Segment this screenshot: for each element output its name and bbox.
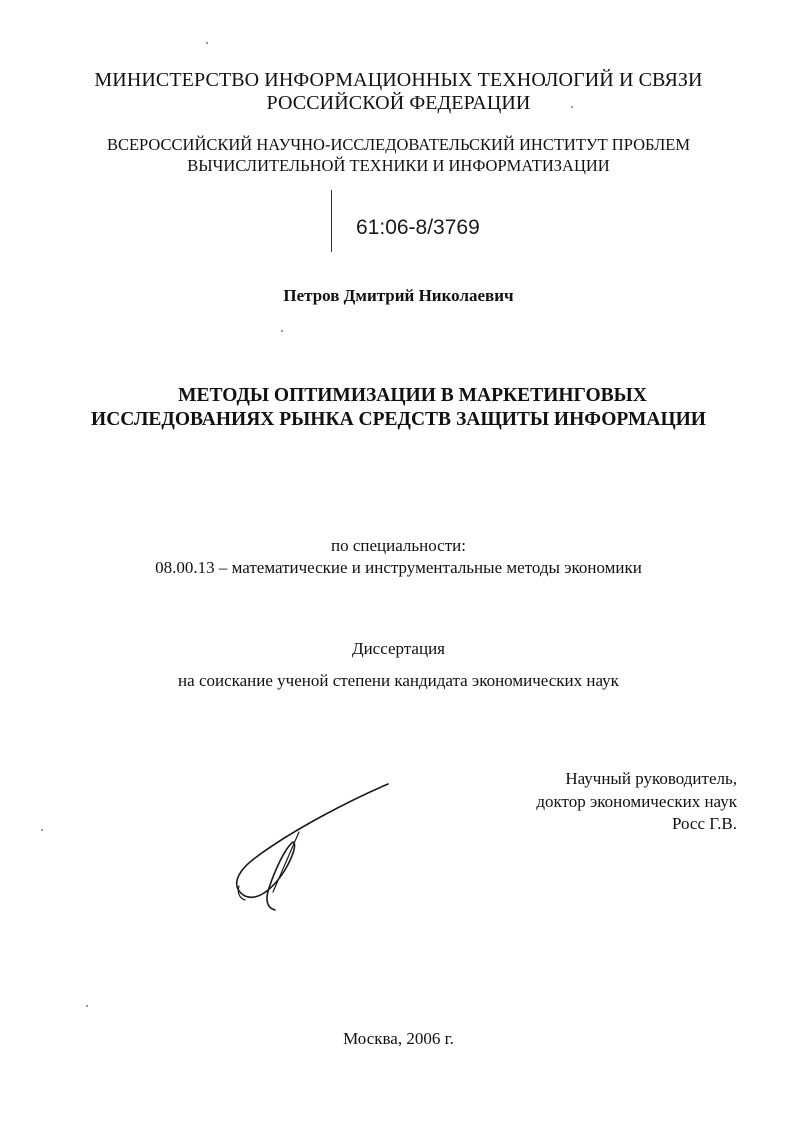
place-and-year: Москва, 2006 г. — [343, 1029, 454, 1048]
institute-name-line1: ВСЕРОССИЙСКИЙ НАУЧНО-ИССЛЕДОВАТЕЛЬСКИЙ ИНСТИТУТ ПРОБЛЕМ — [106, 135, 691, 154]
dissertation-title-line2: ИССЛЕДОВАНИЯХ РЫНКА СРЕДСТВ ЗАЩИТЫ ИНФОРМАЦИИ — [91, 409, 706, 430]
supervisor-role: Научный руководитель, — [565, 769, 737, 788]
scan-speck — [206, 42, 208, 44]
signature-image — [225, 778, 400, 918]
signature-stroke-accent — [273, 832, 299, 892]
institute-name-line2: ВЫЧИСЛИТЕЛЬНОЙ ТЕХНИКИ И ИНФОРМАТИЗАЦИИ — [187, 156, 610, 175]
stamp-divider — [331, 190, 332, 252]
library-code: 61:06-8/3769 — [356, 216, 480, 239]
author-name: Петров Дмитрий Николаевич — [283, 286, 514, 305]
document-type: Диссертация — [351, 639, 445, 658]
scan-speck — [571, 106, 573, 108]
scan-speck — [41, 829, 43, 831]
signature-stroke-main — [237, 784, 388, 910]
specialty-value: 08.00.13 – математические и инструментальные методы экономики — [155, 558, 642, 577]
ministry-name-line2: РОССИЙСКОЙ ФЕДЕРАЦИИ — [266, 92, 531, 114]
specialty-label: по специальности: — [331, 536, 466, 555]
scan-speck — [86, 1005, 88, 1007]
dissertation-title-line1: МЕТОДЫ ОПТИМИЗАЦИИ В МАРКЕТИНГОВЫХ — [178, 385, 647, 406]
supervisor-degree: доктор экономических наук — [536, 792, 737, 811]
supervisor-name: Росс Г.В. — [671, 814, 737, 833]
degree-purpose: на соискание ученой степени кандидата экономических наук — [178, 671, 619, 690]
scan-speck — [281, 330, 283, 332]
ministry-name-line1: МИНИСТЕРСТВО ИНФОРМАЦИОННЫХ ТЕХНОЛОГИЙ И СВЯЗИ — [94, 69, 703, 91]
